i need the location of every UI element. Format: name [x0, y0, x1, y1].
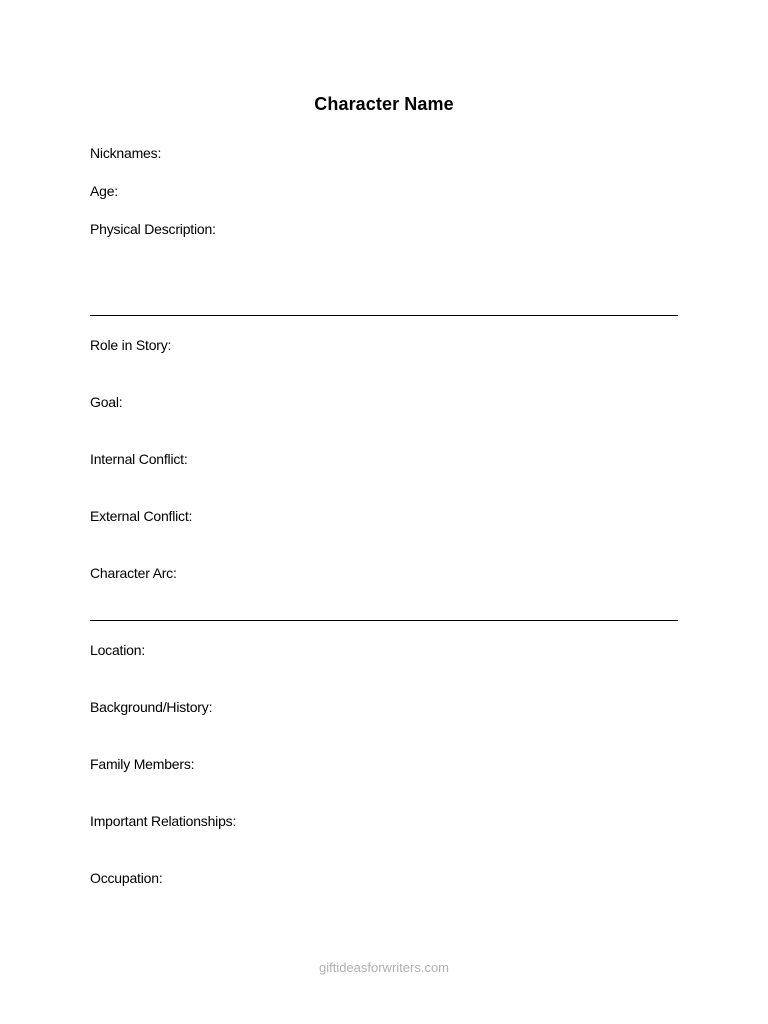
age-label: Age: [90, 183, 118, 199]
external-conflict-label: External Conflict: [90, 508, 193, 524]
background-history-label: Background/History: [90, 699, 213, 715]
goal-label: Goal: [90, 394, 123, 410]
important-relationships-label: Important Relationships: [90, 813, 237, 829]
section-divider-2 [90, 620, 678, 621]
family-members-label: Family Members: [90, 756, 195, 772]
nicknames-label: Nicknames: [90, 145, 162, 161]
physical-description-label: Physical Description: [90, 221, 216, 237]
section-divider-1 [90, 315, 678, 316]
character-arc-label: Character Arc: [90, 565, 177, 581]
location-label: Location: [90, 642, 146, 658]
footer-watermark: giftideasforwriters.com [318, 960, 450, 975]
role-in-story-label: Role in Story: [90, 337, 172, 353]
internal-conflict-label: Internal Conflict: [90, 451, 188, 467]
page-title: Character Name [314, 94, 454, 114]
occupation-label: Occupation: [90, 870, 163, 886]
